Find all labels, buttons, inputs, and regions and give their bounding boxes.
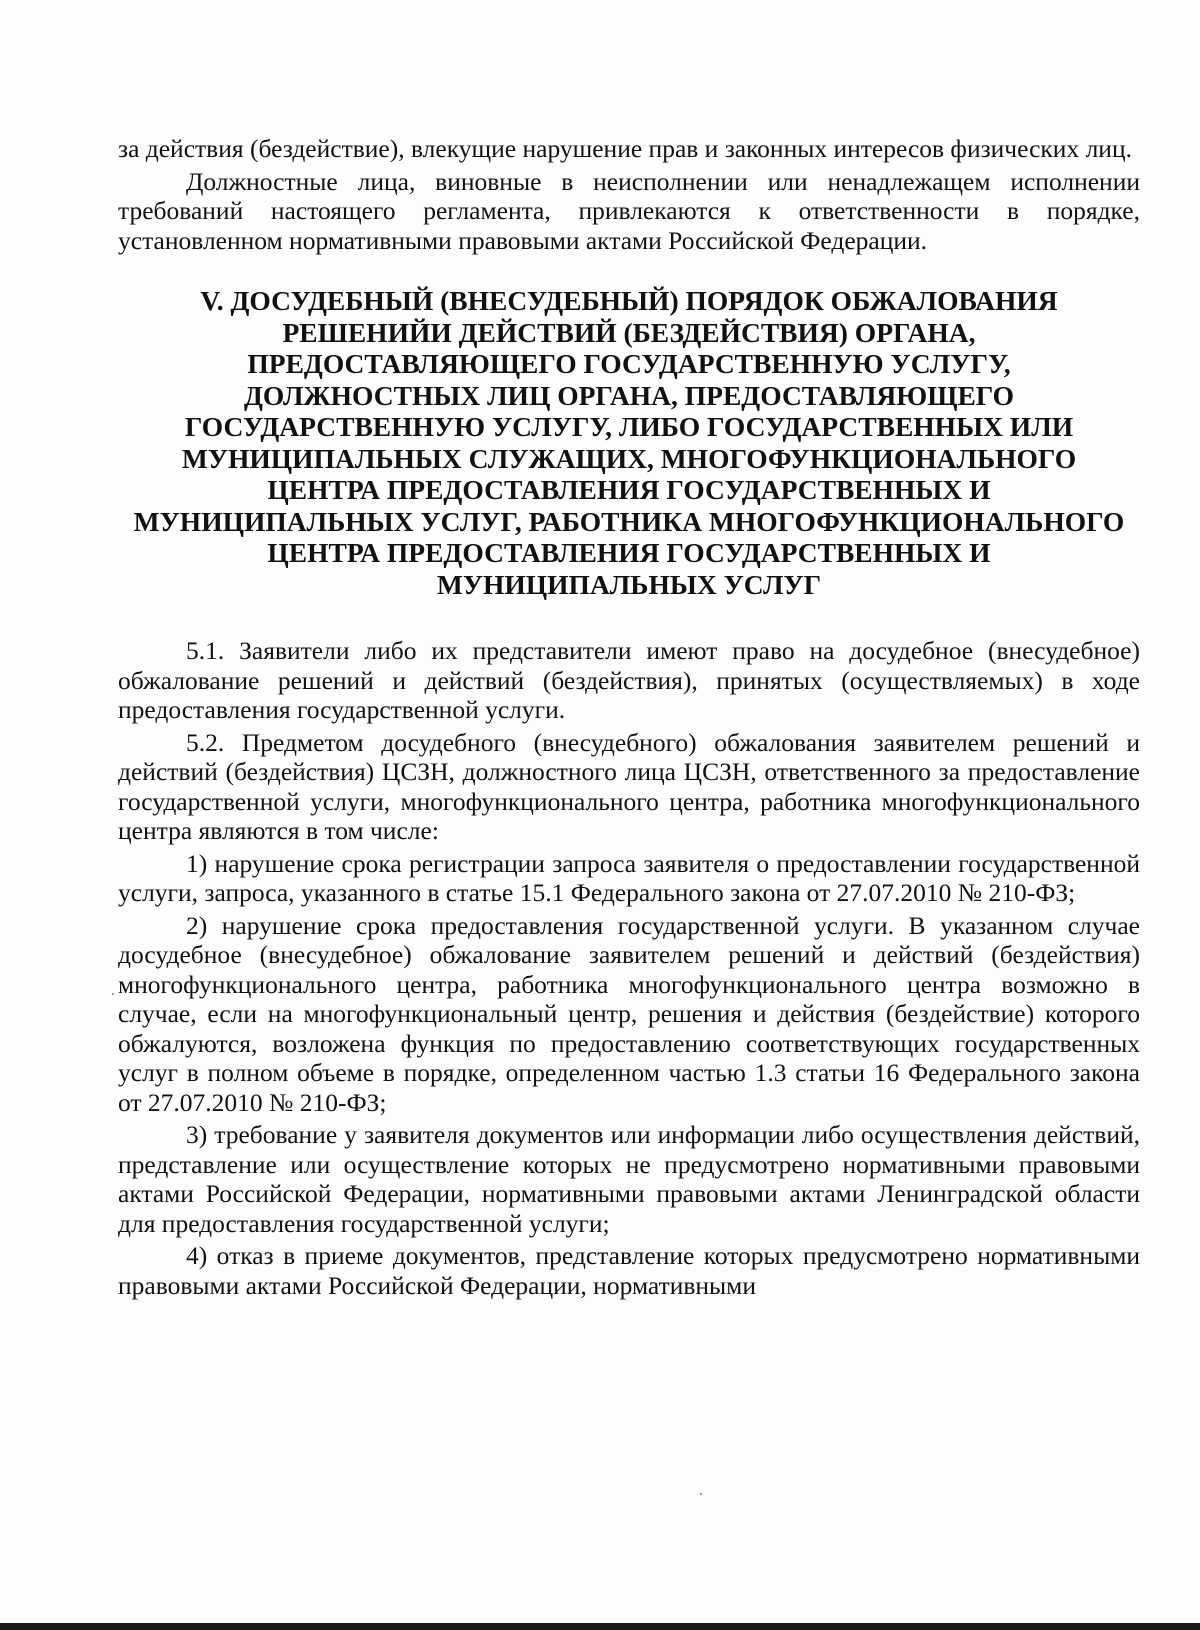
section-heading: V. ДОСУДЕБНЫЙ (ВНЕСУДЕБНЫЙ) ПОРЯДОК ОБЖАЛОВАНИЯ РЕШЕНИЙИ ДЕЙСТВИЙ (БЕЗДЕЙСТВИЯ) ОРГАНА, ПРЕДОСТАВЛЯЮЩЕГО ГОСУДАРСТВЕННУЮ УСЛУГУ, ДОЛЖНОСТНЫХ ЛИЦ ОРГАНА, ПРЕДОСТАВЛЯЮЩЕГО ГОСУДАРСТВЕННУЮ УСЛУГУ, ЛИБО ГОСУДАРСТВЕННЫХ ИЛИ МУНИЦИПАЛЬНЫХ СЛУЖАЩИХ, МНОГОФУНКЦИОНАЛЬНОГО ЦЕНТРА ПРЕДОСТАВЛЕНИЯ ГОСУДАРСТВЕННЫХ И МУНИЦИПАЛЬНЫХ УСЛУГ, РАБОТНИКА МНОГОФУНКЦИОНАЛЬНОГО ЦЕНТРА ПРЕДОСТАВЛЕНИЯ ГОСУДАРСТВЕННЫХ И МУНИЦИПАЛЬНЫХ УСЛУГ	[133, 285, 1125, 600]
scan-speck	[112, 993, 114, 995]
scan-bottom-edge	[0, 1623, 1200, 1630]
scan-speck	[700, 1493, 702, 1495]
list-item-3: 3) требование у заявителя документов или информации либо осуществления действий, представление или осуществление которых не предусмотрено нормативными правовыми актами Российской Федерации, нормативными правовыми актами Ленинградской области для предоставления государственной услуги;	[118, 1120, 1140, 1238]
paragraph-5-1: 5.1. Заявители либо их представители имеют право на досудебное (внесудебное) обжалование решений и действий (бездействия), принятых (осуществляемых) в ходе предоставления государственной услуги.	[118, 636, 1140, 724]
intro-paragraph-2: Должностные лица, виновные в неисполнении или ненадлежащем исполнении требований настоящего регламента, привлекаются к ответственности в порядке, установленном нормативными правовыми актами Российской Федерации.	[118, 166, 1140, 255]
list-item-2: 2) нарушение срока предоставления государственной услуги. В указанном случае досудебное (внесудебное) обжалование заявителем решений и действий (бездействия) многофункционального центра, работника многофункционального центра возможно в случае, если на многофункциональный центр, решения и действия (бездействие) которого обжалуются, возложена функция по предоставлению соответствующих государственных услуг в полном объеме в порядке, определенном частью 1.3 статьи 16 Федерального закона от 27.07.2010 № 210-ФЗ;	[118, 910, 1140, 1117]
list-item-4: 4) отказ в приеме документов, представление которых предусмотрено нормативными правовыми актами Российской Федерации, нормативными	[118, 1241, 1140, 1300]
document-body	[118, 134, 1140, 1303]
list-item-1: 1) нарушение срока регистрации запроса заявителя о предоставлении государственной услуги, запроса, указанного в статье 15.1 Федерального закона от 27.07.2010 № 210-ФЗ;	[118, 848, 1140, 907]
paragraph-5-2: 5.2. Предметом досудебного (внесудебного) обжалования заявителем решений и действий (бездействия) ЦСЗН, должностного лица ЦСЗН, ответственного за предоставление государственной услуги, многофункционального центра, работника многофункционального центра являются в том числе:	[118, 727, 1140, 845]
intro-paragraph-1: за действия (бездействие), влекущие нарушение прав и законных интересов физических лиц.	[118, 134, 1132, 163]
